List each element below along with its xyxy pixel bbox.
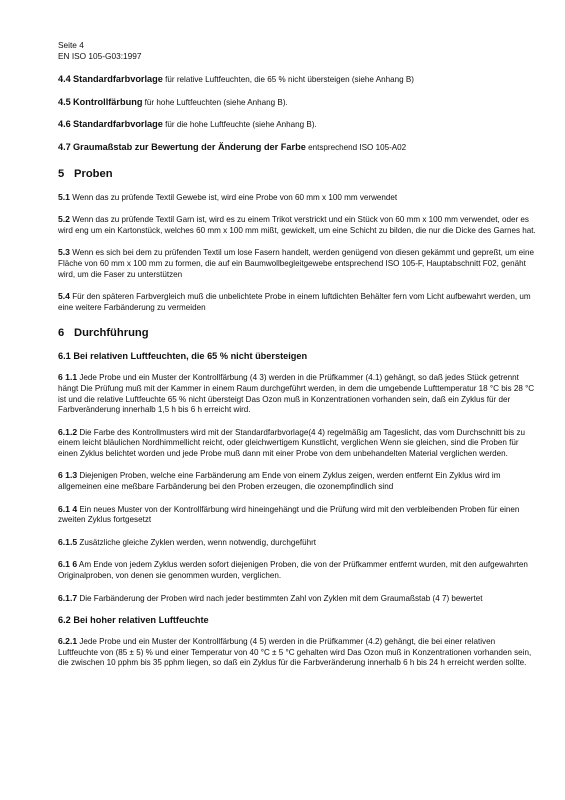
para-text: Jede Probe und ein Muster der Kontrollfärbung (4 5) werden in die Prüfkammer (4.2) gehängt, die bei einer relativen Luftfeuchte von (85 ± 5) % und einer Temperatur von 40 °C ± 5 °C gehalten wird Das Ozon muß in Konzentrationen vorhanden sein, die zwischen 10 pphm bis 35 pphm liegen, so daß ein Zyklus für die Farbveränderung innerhalb 6 h bis 24 h erreicht werden sollte.	[58, 637, 532, 668]
para-6-1-4	[58, 504, 536, 526]
para-number: 6 1.3	[58, 470, 78, 481]
para-number: 5.1	[58, 191, 70, 202]
section-number: 6	[58, 327, 65, 340]
para-text: Ein neues Muster von der Kontrollfärbung wird hineingehängt und die Prüfung wird mit den verbleibenden Proben für einen zweiten Zyklus fortgesetzt	[58, 504, 520, 525]
para-number: 6.1.2	[58, 426, 78, 437]
para-6-1-3	[58, 470, 536, 492]
para-number: 6.1 4	[58, 503, 78, 514]
item-4-4	[58, 74, 536, 86]
item-text: für relative Luftfeuchten, die 65 % nicht übersteigen (siehe Anhang B)	[162, 75, 414, 85]
document-page	[58, 40, 536, 680]
section-6-heading	[58, 327, 536, 340]
para-5-3	[58, 247, 536, 280]
para-text: Wenn das zu prüfende Textil Garn ist, wird es zu einem Trikot verstrickt und ein Stück von 60 mm x 100 mm verwendet, oder es wird eng um ein Kartonstück, welches 60 mm x 100 mm mißt, gewickelt, um eine Schicht zu bilden, die nur die Dicke des Garnes hat.	[58, 215, 536, 235]
item-text: entsprechend ISO 105-A02	[305, 142, 407, 152]
para-number: 5.2	[58, 214, 70, 225]
item-title: Standardfarbvorlage	[73, 119, 163, 130]
item-4-6	[58, 119, 536, 131]
page-number: Seite 4	[58, 40, 84, 50]
para-number: 5.3	[58, 247, 70, 258]
item-title: Graumaßstab zur Bewertung der Änderung der Farbe	[73, 141, 306, 152]
para-text: Die Farbe des Kontrollmusters wird mit der Standardfarbvorlage(4 4) regelmäßig am Tageslicht, das vom Durchschnitt bis zu einem leicht bläulichen Nordhimmellicht reicht, oder gleichwertigem Kunstlicht, verglichen Wenn sie gleichen, sind die Proben für einen Zyklus belichtet worden und jede Probe muß dann mit einer Probe von dem unbehandelten Material verglichen werden.	[58, 427, 526, 458]
para-text: Wenn das zu prüfende Textil Gewebe ist, wird eine Probe von 60 mm x 100 mm verwendet	[69, 192, 398, 202]
section-number: 5	[58, 167, 65, 180]
item-number: 4.6	[58, 119, 71, 130]
para-number: 6.1 6	[58, 559, 78, 570]
item-number: 4.4	[58, 74, 71, 85]
para-text: Zusätzliche gleiche Zyklen werden, wenn notwendig, durchgeführt	[77, 537, 317, 547]
para-text: Am Ende von jedem Zyklus werden sofort diejenigen Proben, die von der Prüfkammer entfernt wurden, mit den aufgewahrten Originalproben, von denen sie genommen wurden, verglichen.	[58, 560, 528, 581]
item-4-5	[58, 97, 536, 109]
para-text: Die Farbänderung der Proben wird nach jeder bestimmten Zahl von Zyklen mit dem Graumaßstab (4 7) bewertet	[77, 593, 483, 603]
para-5-1	[58, 192, 536, 204]
para-6-1-5	[58, 537, 536, 549]
para-6-1-2	[58, 427, 536, 460]
para-number: 6.1.5	[58, 536, 78, 547]
para-6-2-1	[58, 636, 536, 669]
para-text: Jede Probe und ein Muster der Kontrollfärbung (4 3) werden in die Prüfkammer (4.1) gehängt, so daß jedes Stück getrennt hängt Die Prüfung muß mit der Kammer in einem Raum durchgeführt werden, in dem die umgebende Lufttemperatur 18 °C bis 28 °C ist und die relative Luftfeuchte 65 % nicht übersteigt Das Ozon muß in Konzentrationen vorhanden sein, daß ein Zyklus für der Farbveränderung innerhalb 1,5 h bis 6 h erreicht wird.	[58, 373, 535, 415]
para-6-1-7	[58, 593, 536, 605]
standard-id: EN ISO 105-G03:1997	[58, 50, 142, 61]
para-5-2	[58, 214, 536, 236]
para-number: 6.1.7	[58, 592, 78, 603]
item-number: 4.7	[58, 141, 71, 152]
para-6-1-6	[58, 559, 536, 581]
subsection-6-2-heading: 6.2 Bei hoher relativen Luftfeuchte	[58, 615, 209, 626]
item-text: für die hohe Luftfeuchte (siehe Anhang B).	[162, 120, 317, 130]
para-text: Für den späteren Farbvergleich muß die unbelichtete Probe in einem luftdichten Behälter fern vom Licht aufbewahrt werden, um eine weitere Farbänderung zu vermeiden	[58, 292, 531, 312]
section-5-heading	[58, 168, 536, 181]
subsection-6-1-heading: 6.1 Bei relativen Luftfeuchten, die 65 % nicht übersteigen	[58, 351, 308, 362]
item-text: für hohe Luftfeuchten (siehe Anhang B).	[142, 97, 288, 107]
para-text: Wenn es sich bei dem zu prüfenden Textil um lose Fasern handelt, werden genügend von diesen gekämmt und gepreßt, um eine Fläche von 60 mm x 100 mm zu formen, die auf ein Baumwollbegleitgewebe entsprechend ISO 105-F, Hauptabschnitt F02, genäht wird, um die Faser zu unterstützen	[58, 248, 534, 279]
item-title: Kontrollfärbung	[73, 96, 143, 107]
item-4-7	[58, 142, 536, 154]
item-title: Standardfarbvorlage	[73, 74, 163, 85]
para-number: 5.4	[58, 291, 70, 302]
section-title: Proben	[74, 167, 113, 180]
item-number: 4.5	[58, 96, 71, 107]
para-5-4	[58, 291, 536, 313]
section-title: Durchführung	[74, 327, 149, 340]
para-number: 6.2.1	[58, 636, 78, 647]
page-header	[58, 40, 536, 61]
para-6-1-1	[58, 372, 536, 415]
para-text: Diejenigen Proben, welche eine Farbänderung am Ende von einem Zyklus zeigen, werden entfernt Ein Zyklus wird im allgemeinen eine meßbare Farbänderung bei den Proben erzeugen, die ozonempfindlich sind	[58, 471, 501, 492]
para-number: 6 1.1	[58, 372, 78, 383]
